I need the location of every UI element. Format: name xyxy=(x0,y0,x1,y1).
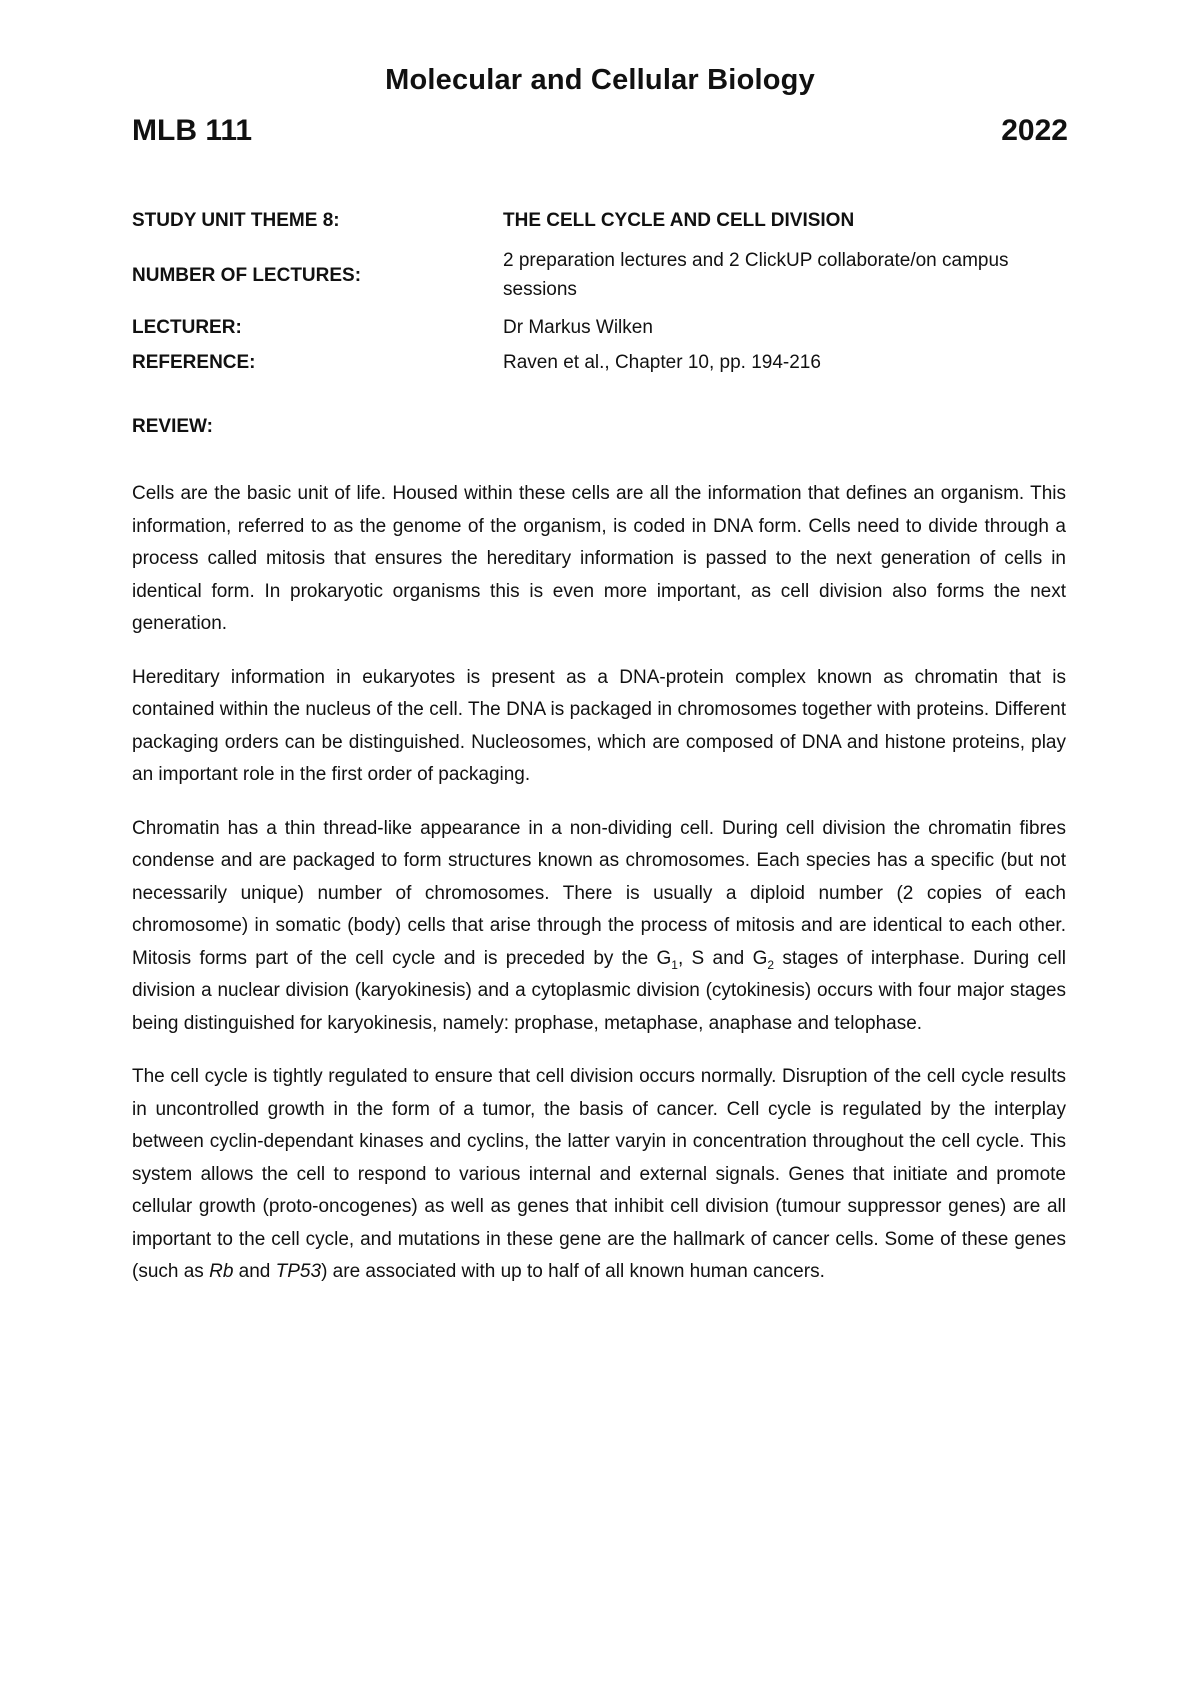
theme-label: STUDY UNIT THEME 8: xyxy=(132,210,340,231)
paragraph-3-part-a: Chromatin has a thin thread-like appearance in a non-dividing cell. During cell division the chromatin fibres condense and are packaged to form structures known as chromosomes. Each species has a specific (but not necessarily unique) number of chromosomes. There is usually a diploid number (2 copies of each chromosome) in somatic (body) cells that arise through the process of mitosis and are identical to each other. Mitosis forms part of the cell cycle and is preceded by the G xyxy=(132,817,1066,969)
lectures-value: 2 preparation lectures and 2 ClickUP collaborate/on campus sessions xyxy=(503,250,1009,300)
review-body xyxy=(132,478,1066,1310)
g1-subscript: 1 xyxy=(671,957,678,972)
paragraph-4-part-a: The cell cycle is tightly regulated to ensure that cell division occurs normally. Disruption of the cell cycle results in uncontrolled growth in the form of a tumor, the basis of cancer. Cell cycle is regulated by the interplay between cyclin-dependant kinases and cyclins, the latter varyin in concentration throughout the cell cycle. This system allows the cell to respond to various internal and external signals. Genes that initiate and promote cellular growth (proto-oncogenes) as well as genes that inhibit cell division (tumour suppressor genes) are all important to the cell cycle, and mutations in these gene are the hallmark of cancer cells. Some of these genes (such as xyxy=(132,1066,1066,1282)
paragraph-4-part-c: ) are associated with up to half of all known human cancers. xyxy=(321,1261,825,1282)
course-year: 2022 xyxy=(1001,114,1068,147)
reference-label: REFERENCE: xyxy=(132,352,256,373)
course-code: MLB 111 xyxy=(132,114,253,147)
lecturer-value: Dr Markus Wilken xyxy=(503,317,653,338)
lectures-label: NUMBER OF LECTURES: xyxy=(132,265,362,286)
review-heading: REVIEW: xyxy=(132,416,213,437)
reference-value: Raven et al., Chapter 10, pp. 194-216 xyxy=(503,352,821,373)
lecturer-label: LECTURER: xyxy=(132,317,242,338)
paragraph-1: Cells are the basic unit of life. Housed within these cells are all the information that defines an organism. This information, referred to as the genome of the organism, is coded in DNA form. Cells need to divide through a process called mitosis that ensures the hereditary information is passed to the next generation of cells in identical form. In prokaryotic organisms this is even more important, as cell division also forms the next generation. xyxy=(132,483,1066,634)
paragraph-4 xyxy=(132,1061,1066,1289)
paragraph-3-part-b: , S and G xyxy=(677,947,768,969)
theme-value: THE CELL CYCLE AND CELL DIVISION xyxy=(503,210,855,231)
g2-subscript: 2 xyxy=(767,957,775,972)
course-title: Molecular and Cellular Biology xyxy=(385,64,815,96)
paragraph-4-part-b: and xyxy=(233,1261,276,1282)
paragraph-3-part-c: stages of interphase. During cell division a nuclear division (karyokinesis) and a cytoplasmic division (cytokinesis) occurs with four major stages being distinguished for karyokinesis, namely: prophase, metaphase, anaphase and telophase. xyxy=(132,947,1066,1034)
paragraph-3 xyxy=(132,813,1066,1041)
gene-rb: Rb xyxy=(209,1261,234,1282)
paragraph-2: Hereditary information in eukaryotes is present as a DNA-protein complex known as chromatin that is contained within the nucleus of the cell. The DNA is packaged in chromosomes together with proteins. Different packaging orders can be distinguished. Nucleosomes, which are composed of DNA and histone proteins, play an important role in the first order of packaging. xyxy=(132,666,1066,785)
gene-tp53: TP53 xyxy=(275,1261,322,1282)
